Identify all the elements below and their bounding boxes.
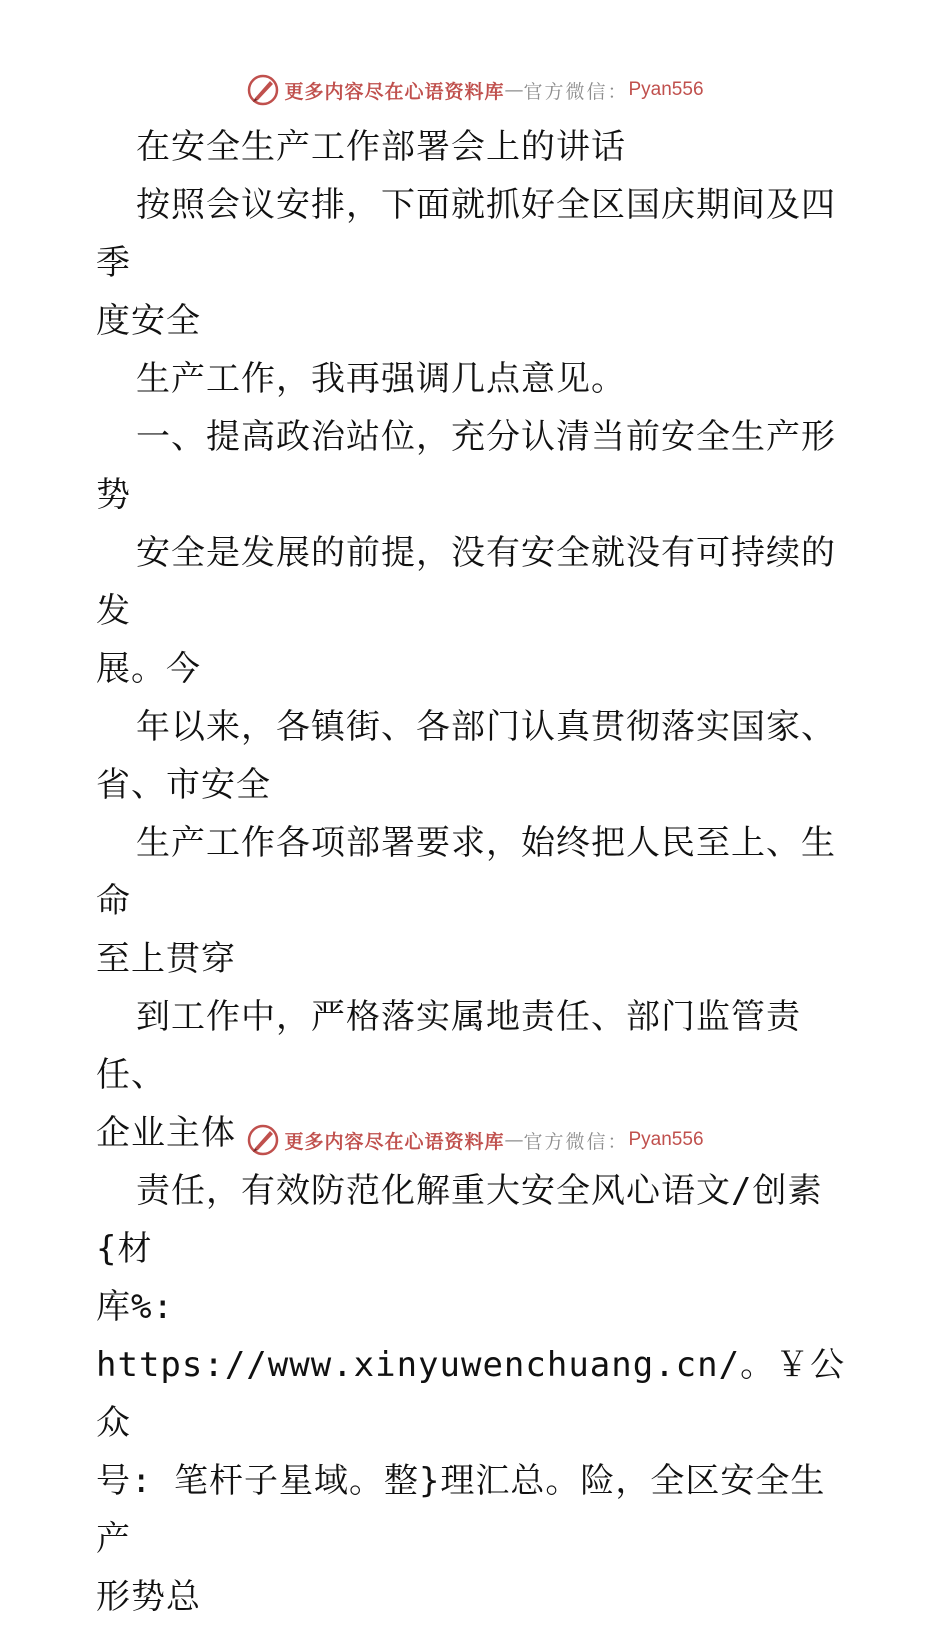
header-watermark xyxy=(0,70,950,110)
watermark-wechat-label: 官方微信： xyxy=(523,80,629,103)
document-line: 年以来，各镇街、各部门认真贯彻落实国家、 xyxy=(136,707,836,747)
watermark-site-text: 更多内容尽在心语资料库 xyxy=(284,1130,505,1153)
watermark-site-text: 更多内容尽在心语资料库 xyxy=(284,80,505,103)
watermark-wechat-id: Pyan556 xyxy=(628,1129,704,1150)
document-line: 到工作中，严格落实属地责任、部门监管责任、 xyxy=(96,997,801,1095)
document-line: 安全是发展的前提，没有安全就没有可持续的发 xyxy=(96,533,836,631)
document-line: 度安全 xyxy=(96,301,201,341)
section-heading: 一、提高政治站位，充分认清当前安全生产形势 xyxy=(96,417,836,515)
document-line: 企业主体 xyxy=(96,1113,236,1153)
document-line: 展。今 xyxy=(96,649,201,689)
document-line: 至上贯穿 xyxy=(96,939,236,979)
document-line: 责任，有效防范化解重大安全风心语文/创素{材 xyxy=(96,1171,823,1269)
document-line: 按照会议安排，下面就抓好全区国庆期间及四季 xyxy=(96,185,836,283)
watermark-separator: — xyxy=(504,79,524,101)
document-line: 生产工作，我再强调几点意见。 xyxy=(136,359,626,399)
document-line: 生产工作各项部署要求，始终把人民至上、生命 xyxy=(96,823,836,921)
footer-watermark xyxy=(0,1120,950,1160)
watermark-wechat-label: 官方微信： xyxy=(523,1130,629,1153)
quill-pen-logo-icon xyxy=(246,1123,280,1157)
document-line: 库%: https://www.xinyuwenchuang.cn/。￥公众 xyxy=(96,1287,846,1443)
document-line: 号: 笔杆子星域。整}理汇总。险，全区安全生产 xyxy=(96,1461,826,1559)
document-title: 在安全生产工作部署会上的讲话 xyxy=(136,127,626,167)
document-line: 省、市安全 xyxy=(96,765,271,805)
document-line: 形势总 xyxy=(96,1577,201,1617)
document-body xyxy=(96,118,852,1626)
quill-pen-logo-icon xyxy=(246,73,280,107)
watermark-wechat-id: Pyan556 xyxy=(628,79,704,100)
watermark-separator: — xyxy=(504,1129,524,1151)
